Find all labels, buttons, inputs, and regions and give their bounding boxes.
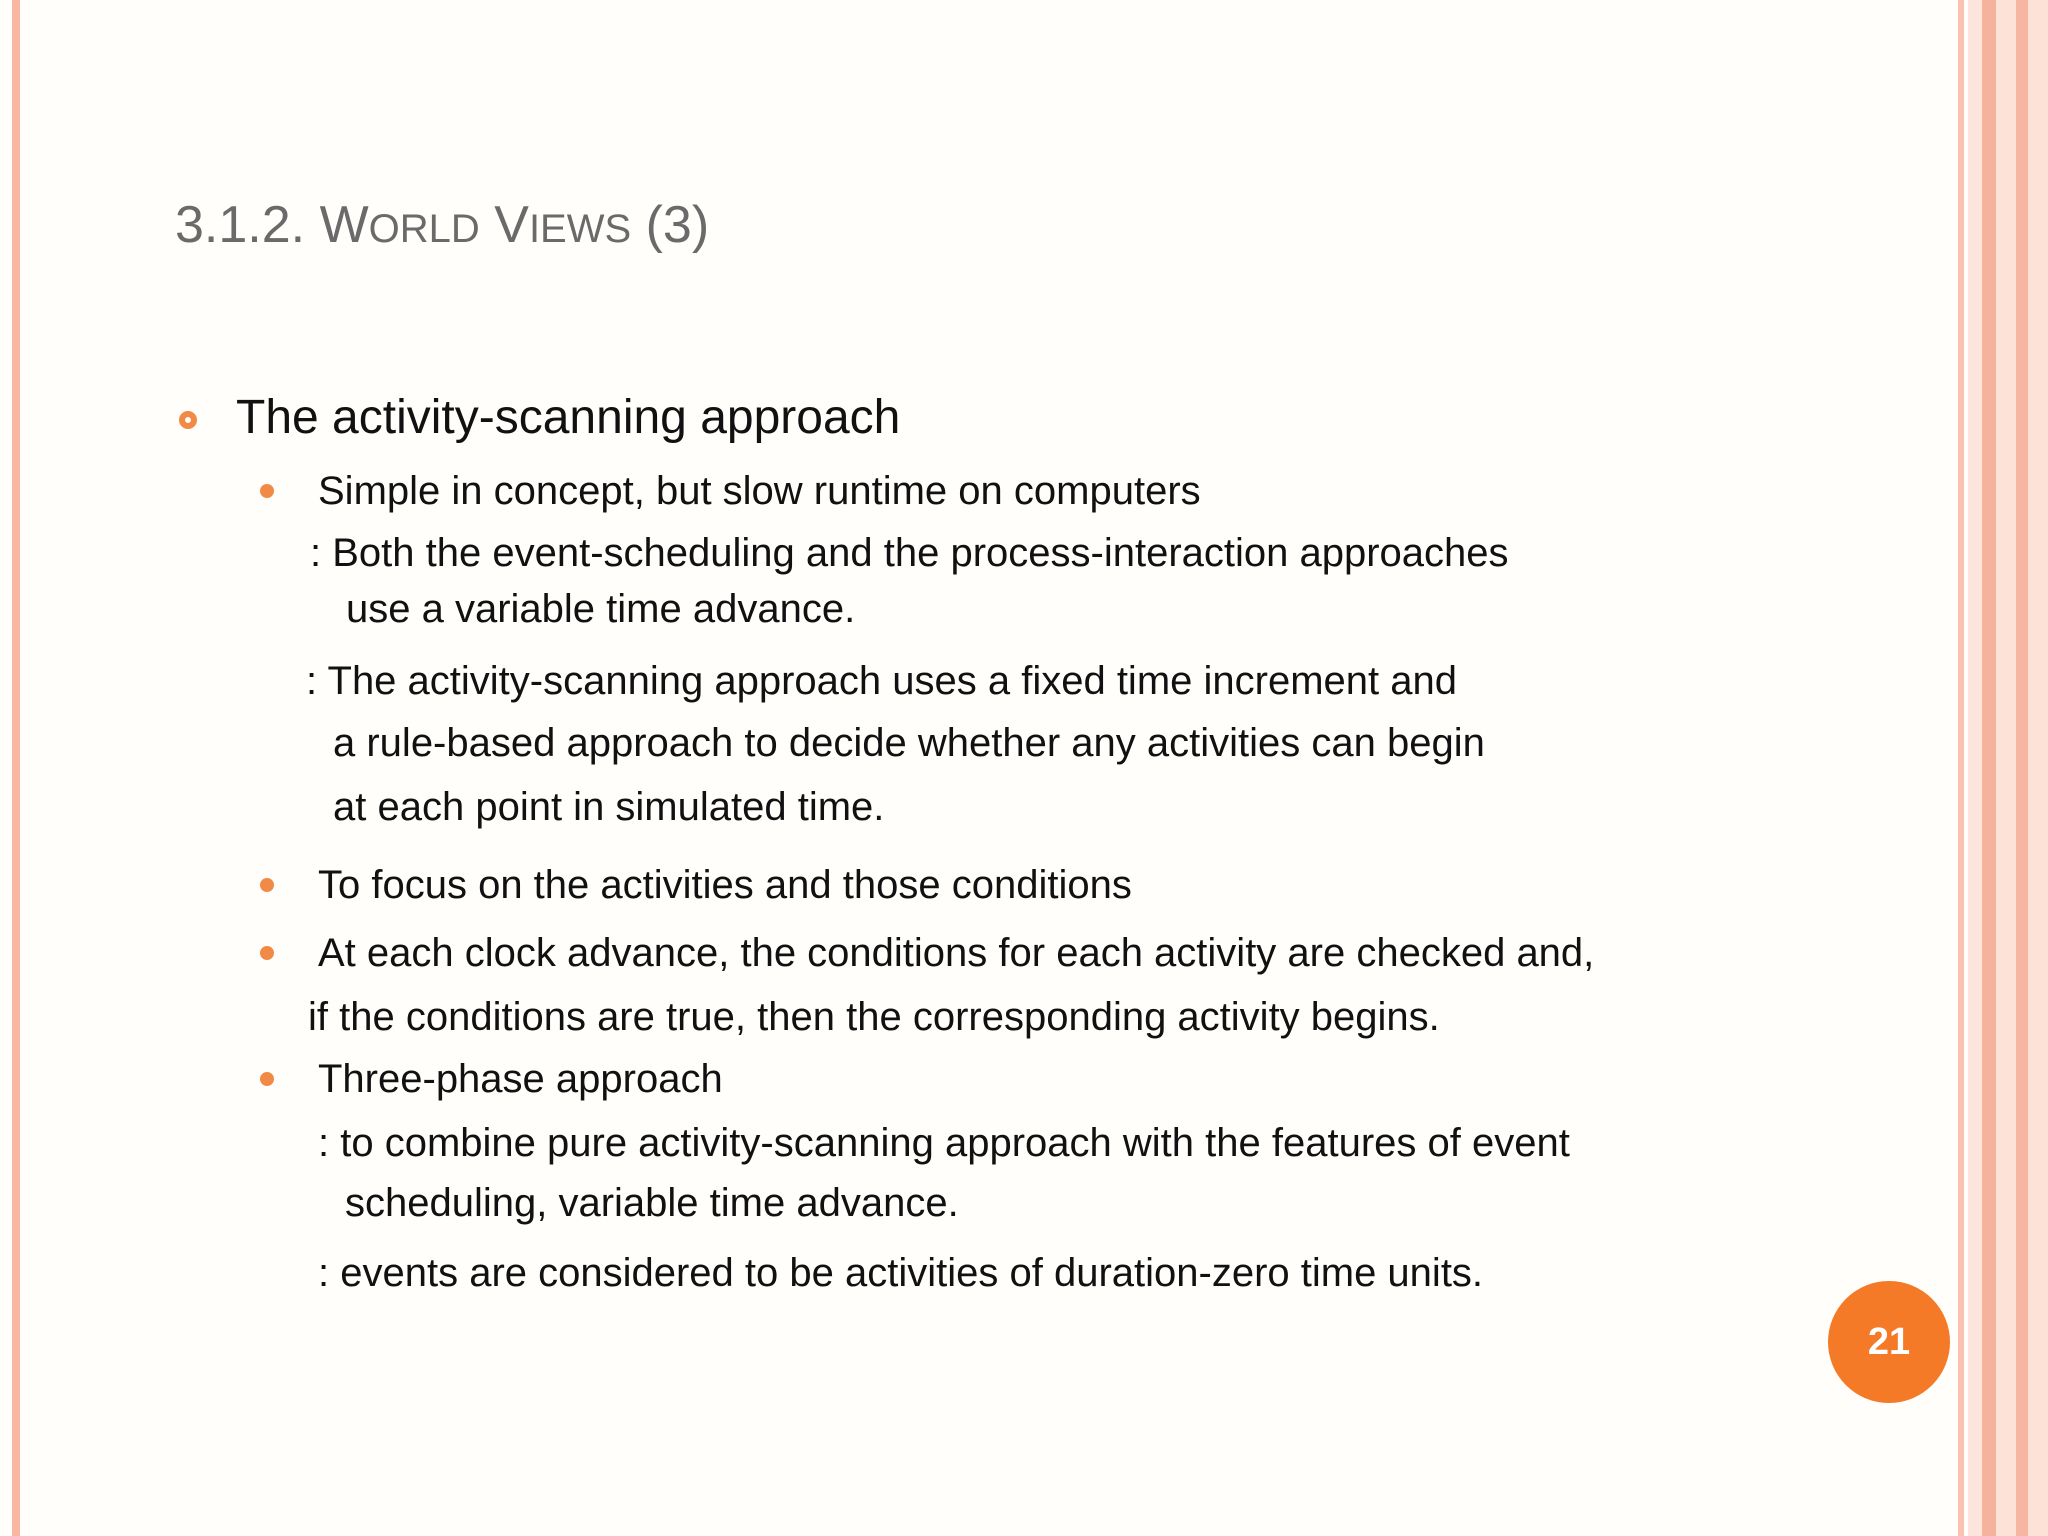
dot-bullet-icon (260, 946, 274, 960)
ring-bullet-icon (179, 411, 197, 429)
continuation-text: at each point in simulated time. (333, 785, 885, 829)
continuation-text: scheduling, variable time advance. (345, 1181, 959, 1225)
title-word-rest: ORLD (368, 207, 480, 251)
continuation-text: a rule-based approach to decide whether any activities can begin (333, 721, 1485, 765)
bullet-text: To focus on the activities and those conditions (318, 863, 1132, 907)
page-number-badge: 21 (1828, 1281, 1950, 1403)
bullet-text: At each clock advance, the conditions for each activity are checked and, (318, 931, 1595, 975)
title-letter: V (479, 196, 529, 254)
continuation-text: : Both the event-scheduling and the process-interaction approaches (310, 531, 1509, 575)
right-border-stripe (1968, 0, 1982, 1536)
left-border-decoration (12, 0, 20, 1536)
right-border-stripe (1982, 0, 1996, 1536)
dot-bullet-icon (260, 878, 274, 892)
dot-bullet-icon (260, 484, 274, 498)
continuation-text: : events are considered to be activities of duration-zero time units. (318, 1251, 1484, 1295)
title-number: 3.1.2. (175, 196, 320, 254)
title-letter: W (319, 196, 369, 254)
right-border-stripe (2016, 0, 2028, 1536)
title-word-rest: IEWS (528, 207, 632, 251)
continuation-text: if the conditions are true, then the corresponding activity begins. (308, 995, 1440, 1039)
title-suffix: (3) (631, 196, 710, 254)
right-border-stripe (1958, 0, 1964, 1536)
continuation-text: : to combine pure activity-scanning approach with the features of event (318, 1121, 1570, 1165)
continuation-text: use a variable time advance. (346, 587, 856, 631)
bullet-text: Three-phase approach (318, 1057, 723, 1101)
bullet-text: Simple in concept, but slow runtime on computers (318, 469, 1201, 513)
continuation-text: : The activity-scanning approach uses a fixed time increment and (306, 659, 1457, 703)
dot-bullet-icon (260, 1072, 274, 1086)
bullet-heading: The activity-scanning approach (236, 391, 901, 444)
slide-title (175, 195, 709, 259)
